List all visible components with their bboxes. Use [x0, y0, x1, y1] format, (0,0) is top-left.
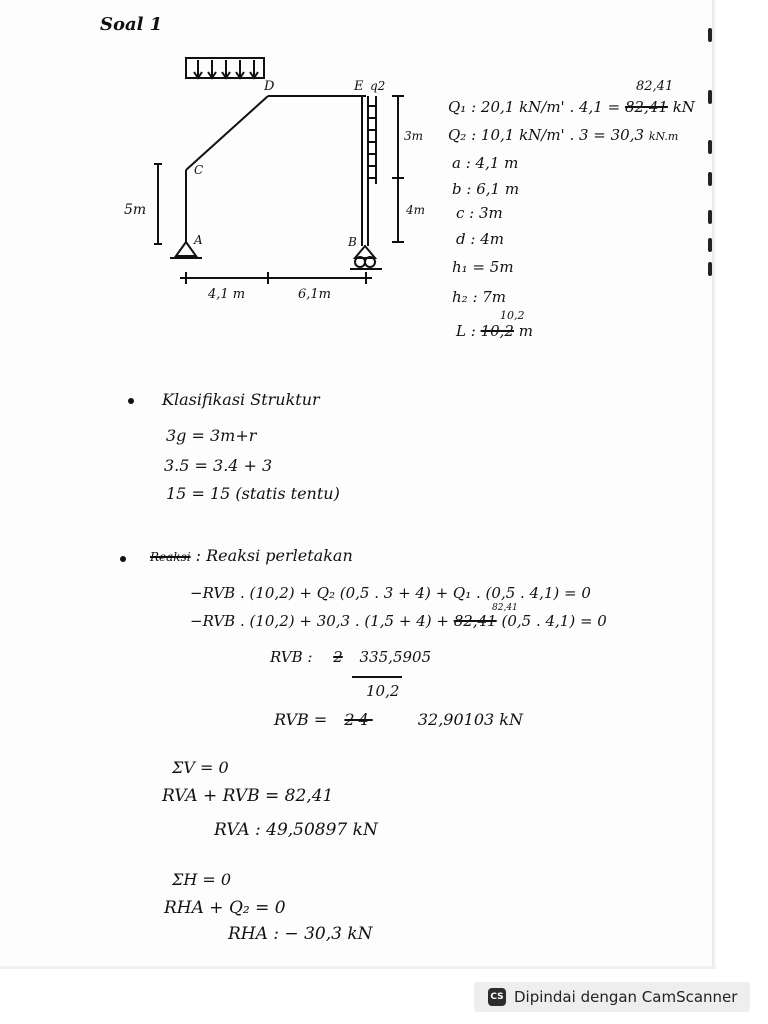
rvb-fraction-label: RVB :: [270, 648, 313, 666]
given-l-unit: m: [518, 322, 533, 340]
reaksi-heading-text: : Reaksi perletakan: [195, 546, 353, 565]
reaksi-eq2-right: (0,5 . 4,1) = 0: [501, 612, 607, 630]
sum-v-result: RVA : 49,50897 kN: [214, 820, 378, 840]
reaksi-heading: [150, 548, 353, 564]
page-title: Soal 1: [100, 14, 163, 35]
given-q1-struck: 82,41: [624, 98, 668, 116]
dim-top-segment: 3m: [404, 129, 424, 143]
dim-span-a: 4,1 m: [208, 287, 246, 302]
given-d: d : 4m: [456, 230, 504, 248]
given-q2-text: Q₂ : 10,1 kN/m' . 3 = 30,3: [448, 126, 645, 144]
sum-v-equation: RVA + RVB = 82,41: [162, 786, 334, 806]
sum-h-title: ΣH = 0: [172, 870, 232, 889]
node-label-d: D: [264, 79, 275, 94]
given-q1: [448, 100, 695, 115]
fraction-bar: [352, 676, 402, 678]
given-b: b : 6,1 m: [452, 180, 520, 198]
scan-mark: [708, 238, 712, 252]
roller-support-b: [355, 246, 375, 258]
rvb-result-value: 32,90103 kN: [417, 710, 523, 729]
given-h2: h₂ : 7m: [452, 288, 507, 306]
node-label-a: A: [194, 233, 203, 247]
camscanner-badge: [474, 982, 750, 1012]
bullet: [120, 556, 126, 562]
sum-h-equation: RHA + Q₂ = 0: [164, 898, 286, 918]
frame-diagram: [110, 50, 430, 310]
given-q1-above: 82,41: [636, 79, 674, 94]
klasifikasi-line-2: 3.5 = 3.4 + 3: [164, 456, 273, 475]
scan-mark: [708, 28, 712, 42]
scan-mark: [708, 172, 712, 186]
rvb-denominator: 10,2: [366, 682, 400, 700]
given-q1-unit: kN: [672, 98, 695, 116]
page-edge-bottom: [0, 966, 716, 969]
given-q1-text: Q₁ : 20,1 kN/m' . 4,1 =: [448, 98, 621, 116]
rvb-fraction-row: [270, 650, 431, 665]
rvb-result-label: RVB =: [274, 710, 328, 729]
given-q2-unit: kN.m: [648, 130, 679, 143]
klasifikasi-line-1: 3g = 3m+r: [166, 426, 257, 445]
page-edge-shadow: [712, 0, 716, 968]
given-l-struck: 10,2: [480, 322, 514, 340]
given-a: a : 4,1 m: [452, 154, 519, 172]
sum-h-result: RHA : − 30,3 kN: [228, 924, 373, 944]
reaksi-eq2-left: −RVB . (10,2) + 30,3 . (1,5 + 4) +: [190, 612, 449, 630]
member-cd: [186, 96, 268, 170]
reaksi-eq-2: [190, 614, 607, 629]
reaksi-heading-struck: Reaksi: [150, 550, 191, 564]
camscanner-text: Dipindai dengan CamScanner: [514, 988, 738, 1006]
rvb-fraction-struck: 2: [333, 648, 343, 666]
reaksi-eq-1: −RVB . (10,2) + Q₂ (0,5 . 3 + 4) + Q₁ . (0,5 . 4,1) = 0: [190, 584, 591, 602]
sum-v-title: ΣV = 0: [172, 758, 229, 777]
reaksi-eq2-above: 82,41: [492, 603, 518, 613]
dim-span-b: 6,1m: [298, 287, 332, 302]
scan-mark: [708, 140, 712, 154]
given-c: c : 3m: [456, 204, 503, 222]
dim-height-left: 5m: [124, 202, 147, 218]
bullet: [128, 398, 134, 404]
camscanner-logo-icon: CS: [488, 988, 506, 1006]
given-h1: h₁ = 5m: [452, 258, 514, 276]
scan-mark: [708, 262, 712, 276]
node-label-c: C: [194, 163, 204, 177]
node-label-q2: q2: [370, 79, 386, 93]
scan-mark: [708, 210, 712, 224]
rvb-result: [274, 712, 523, 728]
scan-mark: [708, 90, 712, 104]
klasifikasi-line-3: 15 = 15 (statis tentu): [166, 484, 340, 503]
klasifikasi-heading: Klasifikasi Struktur: [162, 390, 320, 409]
node-label-e: E: [354, 79, 364, 94]
rvb-numerator: 335,5905: [359, 648, 432, 666]
dim-bottom-segment: 4m: [406, 203, 426, 217]
given-q2: [448, 128, 678, 143]
reaksi-eq2-struck: 82,41: [453, 612, 497, 630]
rvb-result-struck: 24: [344, 710, 373, 729]
given-l: [456, 324, 533, 339]
given-l-above: 10,2: [500, 309, 525, 322]
pin-support-a: [176, 242, 196, 256]
node-label-b: B: [348, 235, 357, 249]
given-l-prefix: L :: [456, 322, 476, 340]
